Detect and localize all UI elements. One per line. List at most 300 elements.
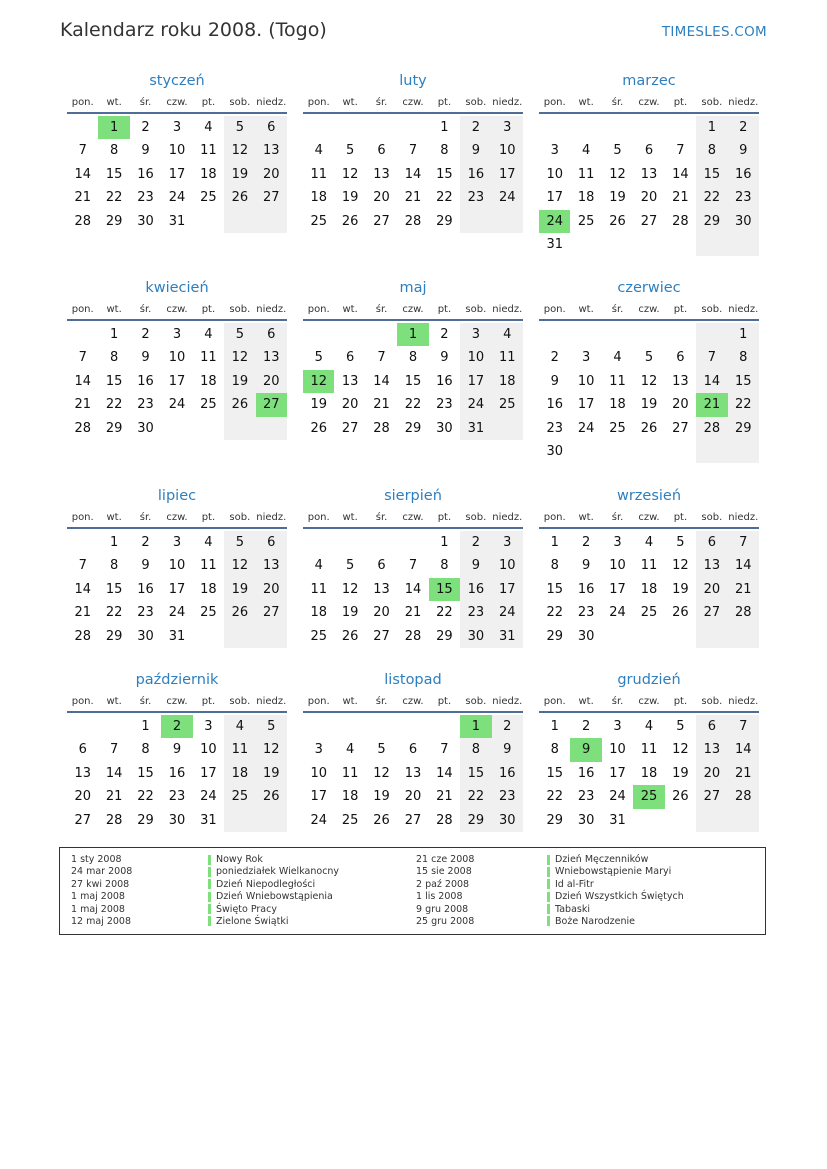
day-cell[interactable]: 25 xyxy=(310,628,327,644)
day-cell[interactable]: 15 xyxy=(728,370,759,393)
day-cell[interactable]: 7 xyxy=(728,715,759,738)
day-cell[interactable]: 1 xyxy=(696,116,727,139)
day-cell[interactable]: 7 xyxy=(676,143,685,159)
day-cell[interactable]: 10 xyxy=(200,742,217,758)
day-cell[interactable]: 23 xyxy=(460,186,491,209)
day-cell[interactable]: 26 xyxy=(609,213,626,229)
day-cell[interactable]: 13 xyxy=(404,765,422,781)
day-cell[interactable]: 24 xyxy=(492,186,523,209)
day-cell[interactable]: 25 xyxy=(200,605,217,621)
day-cell[interactable]: 28 xyxy=(436,812,453,828)
day-cell[interactable]: 2 xyxy=(141,327,150,342)
day-cell[interactable]: 25 xyxy=(341,812,359,828)
day-cell[interactable]: 21 xyxy=(728,762,759,785)
day-cell[interactable]: 2 xyxy=(161,715,192,738)
day-cell[interactable]: 21 xyxy=(404,605,422,621)
day-cell[interactable]: 5 xyxy=(613,143,622,159)
day-cell[interactable]: 24 xyxy=(460,393,491,416)
day-cell[interactable]: 13 xyxy=(696,738,727,761)
day-cell[interactable]: 7 xyxy=(408,143,418,159)
day-cell[interactable]: 2 xyxy=(728,116,759,139)
day-cell[interactable]: 27 xyxy=(696,601,727,624)
day-cell[interactable]: 26 xyxy=(224,186,255,209)
day-cell[interactable]: 7 xyxy=(408,558,418,574)
day-cell[interactable]: 4 xyxy=(581,143,591,159)
day-cell[interactable]: 4 xyxy=(492,323,523,346)
day-cell[interactable]: 21 xyxy=(436,789,453,805)
day-cell[interactable]: 16 xyxy=(577,581,595,597)
day-cell[interactable]: 11 xyxy=(577,166,595,182)
day-cell[interactable]: 29 xyxy=(460,809,491,832)
day-cell[interactable]: 5 xyxy=(224,323,255,346)
day-cell[interactable]: 24 xyxy=(168,605,186,621)
day-cell[interactable]: 28 xyxy=(672,213,689,229)
day-cell[interactable]: 19 xyxy=(640,397,658,413)
day-cell[interactable]: 30 xyxy=(137,420,154,436)
day-cell[interactable]: 3 xyxy=(492,531,523,554)
day-cell[interactable]: 19 xyxy=(256,762,287,785)
day-cell[interactable]: 9 xyxy=(460,139,491,162)
day-cell[interactable]: 10 xyxy=(492,139,523,162)
day-cell[interactable]: 6 xyxy=(377,143,386,159)
day-cell[interactable]: 23 xyxy=(168,789,186,805)
day-cell[interactable]: 10 xyxy=(168,350,186,366)
day-cell[interactable]: 22 xyxy=(546,605,563,621)
day-cell[interactable]: 11 xyxy=(492,346,523,369)
day-cell[interactable]: 27 xyxy=(256,393,287,416)
day-cell[interactable]: 3 xyxy=(172,535,182,550)
day-cell[interactable]: 21 xyxy=(672,190,689,206)
day-cell[interactable]: 12 xyxy=(303,370,334,393)
day-cell[interactable]: 20 xyxy=(74,789,91,805)
day-cell[interactable]: 22 xyxy=(546,789,563,805)
day-cell[interactable]: 5 xyxy=(345,143,355,159)
day-cell[interactable]: 1 xyxy=(109,327,119,342)
day-cell[interactable]: 15 xyxy=(546,581,563,597)
day-cell[interactable]: 9 xyxy=(581,558,591,574)
day-cell[interactable]: 23 xyxy=(137,605,154,621)
day-cell[interactable]: 21 xyxy=(74,605,91,621)
day-cell[interactable]: 14 xyxy=(404,166,422,182)
day-cell[interactable]: 11 xyxy=(200,350,217,366)
day-cell[interactable]: 12 xyxy=(224,139,255,162)
day-cell[interactable]: 23 xyxy=(137,397,154,413)
day-cell[interactable]: 31 xyxy=(460,417,491,440)
day-cell[interactable]: 29 xyxy=(696,210,727,233)
day-cell[interactable]: 24 xyxy=(310,812,327,828)
day-cell[interactable]: 8 xyxy=(460,738,491,761)
day-cell[interactable]: 17 xyxy=(577,397,595,413)
day-cell[interactable]: 2 xyxy=(460,116,491,139)
day-cell[interactable]: 8 xyxy=(696,139,727,162)
day-cell[interactable]: 22 xyxy=(436,605,453,621)
day-cell[interactable]: 31 xyxy=(200,812,217,828)
day-cell[interactable]: 9 xyxy=(141,558,150,574)
day-cell[interactable]: 7 xyxy=(78,350,87,366)
day-cell[interactable]: 27 xyxy=(256,186,287,209)
day-cell[interactable]: 8 xyxy=(440,558,449,574)
day-cell[interactable]: 6 xyxy=(256,323,287,346)
day-cell[interactable]: 3 xyxy=(172,120,182,135)
day-cell[interactable]: 27 xyxy=(256,601,287,624)
day-cell[interactable]: 28 xyxy=(404,628,422,644)
day-cell[interactable]: 30 xyxy=(436,420,453,436)
day-cell[interactable]: 13 xyxy=(672,373,689,389)
day-cell[interactable]: 19 xyxy=(609,190,626,206)
day-cell[interactable]: 29 xyxy=(728,417,759,440)
day-cell[interactable]: 18 xyxy=(224,762,255,785)
day-cell[interactable]: 23 xyxy=(460,601,491,624)
day-cell[interactable]: 26 xyxy=(341,628,359,644)
day-cell[interactable]: 30 xyxy=(168,812,186,828)
day-cell[interactable]: 17 xyxy=(168,166,186,182)
day-cell[interactable]: 27 xyxy=(640,213,658,229)
day-cell[interactable]: 20 xyxy=(256,578,287,601)
day-cell[interactable]: 10 xyxy=(577,373,595,389)
day-cell[interactable]: 27 xyxy=(341,420,359,436)
day-cell[interactable]: 23 xyxy=(577,605,595,621)
day-cell[interactable]: 6 xyxy=(408,742,418,758)
day-cell[interactable]: 1 xyxy=(550,719,559,734)
day-cell[interactable]: 17 xyxy=(492,578,523,601)
day-cell[interactable]: 3 xyxy=(492,116,523,139)
day-cell[interactable]: 17 xyxy=(546,190,563,206)
day-cell[interactable]: 7 xyxy=(78,558,87,574)
day-cell[interactable]: 16 xyxy=(546,397,563,413)
day-cell[interactable]: 2 xyxy=(581,535,591,550)
day-cell[interactable]: 29 xyxy=(105,420,123,436)
day-cell[interactable]: 3 xyxy=(613,719,622,734)
day-cell[interactable]: 28 xyxy=(74,420,91,436)
day-cell[interactable]: 20 xyxy=(404,789,422,805)
day-cell[interactable]: 8 xyxy=(728,346,759,369)
day-cell[interactable]: 14 xyxy=(105,765,123,781)
day-cell[interactable]: 5 xyxy=(676,535,685,550)
day-cell[interactable]: 2 xyxy=(492,715,523,738)
day-cell[interactable]: 24 xyxy=(609,605,626,621)
day-cell[interactable]: 4 xyxy=(345,742,355,758)
day-cell[interactable]: 10 xyxy=(460,346,491,369)
day-cell[interactable]: 25 xyxy=(200,190,217,206)
day-cell[interactable]: 28 xyxy=(404,213,422,229)
day-cell[interactable]: 14 xyxy=(436,765,453,781)
day-cell[interactable]: 17 xyxy=(609,765,626,781)
day-cell[interactable]: 28 xyxy=(728,601,759,624)
day-cell[interactable]: 8 xyxy=(550,742,559,758)
day-cell[interactable]: 14 xyxy=(373,373,390,389)
day-cell[interactable]: 19 xyxy=(341,190,359,206)
day-cell[interactable]: 25 xyxy=(609,420,626,436)
day-cell[interactable]: 28 xyxy=(696,417,727,440)
day-cell[interactable]: 7 xyxy=(728,531,759,554)
day-cell[interactable]: 2 xyxy=(460,531,491,554)
day-cell[interactable]: 1 xyxy=(440,535,449,550)
day-cell[interactable]: 16 xyxy=(492,762,523,785)
day-cell[interactable]: 11 xyxy=(310,166,327,182)
day-cell[interactable]: 14 xyxy=(728,554,759,577)
day-cell[interactable]: 1 xyxy=(98,116,129,139)
day-cell[interactable]: 14 xyxy=(404,581,422,597)
day-cell[interactable]: 29 xyxy=(137,812,154,828)
day-cell[interactable]: 25 xyxy=(200,397,217,413)
day-cell[interactable]: 23 xyxy=(577,789,595,805)
day-cell[interactable]: 12 xyxy=(341,581,359,597)
day-cell[interactable]: 4 xyxy=(644,719,654,734)
day-cell[interactable]: 27 xyxy=(404,812,422,828)
day-cell[interactable]: 30 xyxy=(492,809,523,832)
day-cell[interactable]: 1 xyxy=(550,535,559,550)
day-cell[interactable]: 26 xyxy=(672,789,689,805)
day-cell[interactable]: 22 xyxy=(105,190,123,206)
day-cell[interactable]: 13 xyxy=(696,554,727,577)
day-cell[interactable]: 7 xyxy=(78,143,87,159)
day-cell[interactable]: 13 xyxy=(373,581,390,597)
day-cell[interactable]: 19 xyxy=(224,578,255,601)
day-cell[interactable]: 24 xyxy=(168,190,186,206)
day-cell[interactable]: 16 xyxy=(460,163,491,186)
day-cell[interactable]: 19 xyxy=(341,605,359,621)
day-cell[interactable]: 20 xyxy=(696,762,727,785)
day-cell[interactable]: 5 xyxy=(644,350,654,366)
day-cell[interactable]: 15 xyxy=(696,163,727,186)
day-cell[interactable]: 16 xyxy=(168,765,186,781)
day-cell[interactable]: 10 xyxy=(546,166,563,182)
day-cell[interactable]: 18 xyxy=(310,605,327,621)
day-cell[interactable]: 31 xyxy=(546,236,563,252)
day-cell[interactable]: 28 xyxy=(373,420,390,436)
day-cell[interactable]: 12 xyxy=(609,166,626,182)
day-cell[interactable]: 14 xyxy=(728,738,759,761)
day-cell[interactable]: 1 xyxy=(397,323,428,346)
day-cell[interactable]: 18 xyxy=(492,370,523,393)
day-cell[interactable]: 9 xyxy=(728,139,759,162)
day-cell[interactable]: 5 xyxy=(345,558,355,574)
day-cell[interactable]: 13 xyxy=(256,346,287,369)
day-cell[interactable]: 13 xyxy=(341,373,359,389)
day-cell[interactable]: 12 xyxy=(672,558,689,574)
day-cell[interactable]: 12 xyxy=(640,373,658,389)
day-cell[interactable]: 3 xyxy=(550,143,559,159)
day-cell[interactable]: 26 xyxy=(373,812,390,828)
day-cell[interactable]: 30 xyxy=(728,210,759,233)
day-cell[interactable]: 29 xyxy=(436,628,453,644)
day-cell[interactable]: 23 xyxy=(728,186,759,209)
day-cell[interactable]: 2 xyxy=(440,327,449,342)
day-cell[interactable]: 26 xyxy=(341,213,359,229)
day-cell[interactable]: 8 xyxy=(109,558,119,574)
day-cell[interactable]: 7 xyxy=(109,742,119,758)
day-cell[interactable]: 6 xyxy=(377,558,386,574)
day-cell[interactable]: 6 xyxy=(256,116,287,139)
day-cell[interactable]: 8 xyxy=(440,143,449,159)
day-cell[interactable]: 20 xyxy=(341,397,359,413)
day-cell[interactable]: 16 xyxy=(460,578,491,601)
day-cell[interactable]: 19 xyxy=(672,581,689,597)
day-cell[interactable]: 6 xyxy=(696,531,727,554)
day-cell[interactable]: 6 xyxy=(256,531,287,554)
day-cell[interactable]: 1 xyxy=(460,715,491,738)
day-cell[interactable]: 30 xyxy=(460,625,491,648)
day-cell[interactable]: 9 xyxy=(492,738,523,761)
day-cell[interactable]: 5 xyxy=(377,742,386,758)
day-cell[interactable]: 16 xyxy=(728,163,759,186)
day-cell[interactable]: 24 xyxy=(492,601,523,624)
day-cell[interactable]: 14 xyxy=(672,166,689,182)
day-cell[interactable]: 16 xyxy=(577,765,595,781)
day-cell[interactable]: 11 xyxy=(310,581,327,597)
day-cell[interactable]: 18 xyxy=(310,190,327,206)
day-cell[interactable]: 29 xyxy=(404,420,422,436)
day-cell[interactable]: 21 xyxy=(696,393,727,416)
day-cell[interactable]: 6 xyxy=(644,143,654,159)
day-cell[interactable]: 10 xyxy=(609,558,626,574)
day-cell[interactable]: 5 xyxy=(224,116,255,139)
day-cell[interactable]: 8 xyxy=(141,742,150,758)
day-cell[interactable]: 9 xyxy=(460,554,491,577)
day-cell[interactable]: 17 xyxy=(492,163,523,186)
day-cell[interactable]: 17 xyxy=(460,370,491,393)
day-cell[interactable]: 18 xyxy=(200,166,217,182)
day-cell[interactable]: 15 xyxy=(404,373,422,389)
day-cell[interactable]: 11 xyxy=(640,558,658,574)
day-cell[interactable]: 23 xyxy=(492,785,523,808)
site-brand-link[interactable]: TIMESLES.COM xyxy=(661,24,767,40)
day-cell[interactable]: 25 xyxy=(492,393,523,416)
day-cell[interactable]: 1 xyxy=(440,120,449,135)
day-cell[interactable]: 8 xyxy=(550,558,559,574)
day-cell[interactable]: 27 xyxy=(373,628,390,644)
day-cell[interactable]: 9 xyxy=(141,350,150,366)
day-cell[interactable]: 22 xyxy=(460,785,491,808)
day-cell[interactable]: 7 xyxy=(696,346,727,369)
day-cell[interactable]: 18 xyxy=(640,765,658,781)
day-cell[interactable]: 4 xyxy=(314,143,323,159)
day-cell[interactable]: 7 xyxy=(377,350,386,366)
day-cell[interactable]: 7 xyxy=(440,742,449,758)
day-cell[interactable]: 11 xyxy=(200,558,217,574)
day-cell[interactable]: 18 xyxy=(341,789,359,805)
day-cell[interactable]: 17 xyxy=(310,789,327,805)
day-cell[interactable]: 1 xyxy=(141,719,150,734)
day-cell[interactable]: 10 xyxy=(168,143,186,159)
day-cell[interactable]: 22 xyxy=(696,186,727,209)
day-cell[interactable]: 29 xyxy=(105,628,123,644)
day-cell[interactable]: 13 xyxy=(373,166,390,182)
day-cell[interactable]: 19 xyxy=(224,163,255,186)
day-cell[interactable]: 5 xyxy=(314,350,323,366)
day-cell[interactable]: 4 xyxy=(613,350,622,366)
day-cell[interactable]: 29 xyxy=(436,213,453,229)
day-cell[interactable]: 12 xyxy=(341,166,359,182)
day-cell[interactable]: 27 xyxy=(696,785,727,808)
day-cell[interactable]: 24 xyxy=(168,397,186,413)
day-cell[interactable]: 8 xyxy=(109,143,119,159)
day-cell[interactable]: 5 xyxy=(676,719,685,734)
day-cell[interactable]: 26 xyxy=(224,601,255,624)
day-cell[interactable]: 15 xyxy=(105,581,123,597)
day-cell[interactable]: 23 xyxy=(546,420,563,436)
day-cell[interactable]: 3 xyxy=(460,323,491,346)
day-cell[interactable]: 21 xyxy=(373,397,390,413)
day-cell[interactable]: 17 xyxy=(200,765,217,781)
day-cell[interactable]: 13 xyxy=(74,765,91,781)
day-cell[interactable]: 12 xyxy=(224,346,255,369)
day-cell[interactable]: 6 xyxy=(696,715,727,738)
day-cell[interactable]: 21 xyxy=(74,190,91,206)
day-cell[interactable]: 5 xyxy=(256,715,287,738)
day-cell[interactable]: 9 xyxy=(550,373,559,389)
day-cell[interactable]: 17 xyxy=(609,581,626,597)
day-cell[interactable]: 18 xyxy=(640,581,658,597)
day-cell[interactable]: 16 xyxy=(436,373,453,389)
day-cell[interactable]: 27 xyxy=(74,812,91,828)
day-cell[interactable]: 13 xyxy=(256,554,287,577)
day-cell[interactable]: 15 xyxy=(105,373,123,389)
day-cell[interactable]: 26 xyxy=(256,785,287,808)
day-cell[interactable]: 11 xyxy=(200,143,217,159)
day-cell[interactable]: 6 xyxy=(78,742,87,758)
day-cell[interactable]: 10 xyxy=(310,765,327,781)
day-cell[interactable]: 19 xyxy=(224,370,255,393)
day-cell[interactable]: 9 xyxy=(440,350,449,366)
day-cell[interactable]: 18 xyxy=(609,397,626,413)
day-cell[interactable]: 4 xyxy=(204,535,213,550)
day-cell[interactable]: 4 xyxy=(204,120,213,135)
day-cell[interactable]: 28 xyxy=(74,213,91,229)
day-cell[interactable]: 15 xyxy=(137,765,154,781)
day-cell[interactable]: 9 xyxy=(141,143,150,159)
day-cell[interactable]: 25 xyxy=(310,213,327,229)
day-cell[interactable]: 20 xyxy=(373,605,390,621)
day-cell[interactable]: 5 xyxy=(224,531,255,554)
day-cell[interactable]: 30 xyxy=(577,628,595,644)
day-cell[interactable]: 23 xyxy=(436,397,453,413)
day-cell[interactable]: 19 xyxy=(672,765,689,781)
day-cell[interactable]: 4 xyxy=(314,558,323,574)
day-cell[interactable]: 27 xyxy=(672,420,689,436)
day-cell[interactable]: 31 xyxy=(609,812,626,828)
day-cell[interactable]: 18 xyxy=(577,190,595,206)
day-cell[interactable]: 16 xyxy=(137,581,154,597)
day-cell[interactable]: 30 xyxy=(137,213,154,229)
day-cell[interactable]: 12 xyxy=(373,765,390,781)
day-cell[interactable]: 2 xyxy=(141,535,150,550)
day-cell[interactable]: 21 xyxy=(74,397,91,413)
day-cell[interactable]: 6 xyxy=(345,350,355,366)
day-cell[interactable]: 30 xyxy=(577,812,595,828)
day-cell[interactable]: 4 xyxy=(204,327,213,342)
day-cell[interactable]: 25 xyxy=(577,213,595,229)
day-cell[interactable]: 28 xyxy=(74,628,91,644)
day-cell[interactable]: 24 xyxy=(539,210,570,233)
day-cell[interactable]: 12 xyxy=(672,742,689,758)
day-cell[interactable]: 14 xyxy=(696,370,727,393)
day-cell[interactable]: 15 xyxy=(546,765,563,781)
day-cell[interactable]: 1 xyxy=(728,323,759,346)
day-cell[interactable]: 11 xyxy=(609,373,626,389)
day-cell[interactable]: 21 xyxy=(105,789,123,805)
day-cell[interactable]: 20 xyxy=(373,190,390,206)
day-cell[interactable]: 20 xyxy=(640,190,658,206)
day-cell[interactable]: 31 xyxy=(168,213,186,229)
day-cell[interactable]: 29 xyxy=(546,812,563,828)
day-cell[interactable]: 25 xyxy=(633,785,664,808)
day-cell[interactable]: 22 xyxy=(728,393,759,416)
day-cell[interactable]: 9 xyxy=(172,742,182,758)
day-cell[interactable]: 3 xyxy=(204,719,213,734)
day-cell[interactable]: 3 xyxy=(314,742,323,758)
day-cell[interactable]: 30 xyxy=(137,628,154,644)
